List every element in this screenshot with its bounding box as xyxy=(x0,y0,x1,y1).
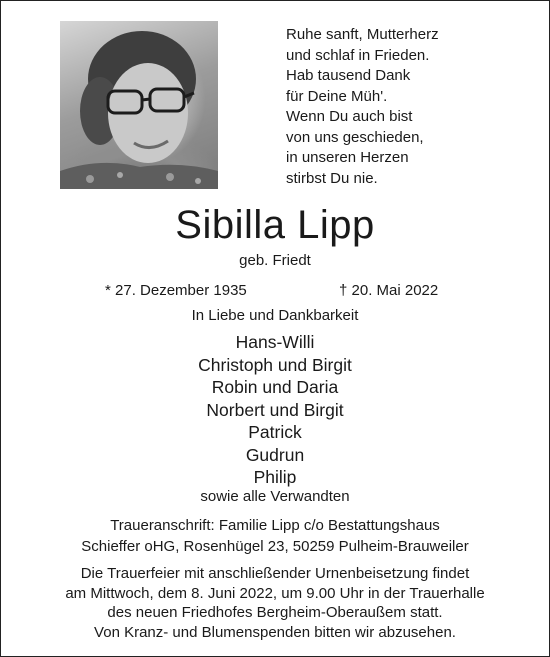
family-member: Hans-Willi xyxy=(235,332,315,352)
memorial-poem xyxy=(286,25,439,189)
ceremony-details xyxy=(1,564,549,642)
family-member: Gudrun xyxy=(245,444,305,465)
poem-line: stirbst Du nie. xyxy=(286,169,378,187)
ceremony-line: des neuen Friedhofes Bergheim-Oberaußem statt. xyxy=(107,604,443,621)
gratitude-line: In Liebe und Dankbarkeit xyxy=(191,307,359,324)
family-member: Patrick xyxy=(248,422,302,442)
ceremony-line: Von Kranz- und Blumenspenden bitten wir abzusehen. xyxy=(94,623,456,641)
poem-line: Hab tausend Dank xyxy=(286,67,411,84)
poem-line: für Deine Müh'. xyxy=(286,87,388,105)
address-line: Schieffer oHG, Rosenhügel 23, 50259 Pulheim-Brauweiler xyxy=(81,537,469,555)
poem-line: Ruhe sanft, Mutterherz xyxy=(286,26,439,43)
portrait-photo xyxy=(60,21,218,189)
poem-line: Wenn Du auch bist xyxy=(286,108,413,125)
family-list xyxy=(1,331,549,489)
family-member: Robin und Daria xyxy=(211,377,339,397)
family-member: Christoph und Birgit xyxy=(198,354,352,375)
poem-line: in unseren Herzen xyxy=(286,149,409,166)
poem-line: und schlaf in Frieden. xyxy=(286,46,430,64)
maiden-name: geb. Friedt xyxy=(239,252,311,269)
family-member: Philip xyxy=(253,467,297,487)
portrait-illustration xyxy=(60,21,218,189)
birth-date: * 27. Dezember 1935 xyxy=(105,282,247,299)
relatives-line: sowie alle Verwandten xyxy=(200,488,350,505)
poem-line: von uns geschieden, xyxy=(286,128,424,146)
death-date: † 20. Mai 2022 xyxy=(339,282,439,299)
address-line: Traueranschrift: Familie Lipp c/o Bestattungshaus xyxy=(110,517,440,534)
family-member: Norbert und Birgit xyxy=(206,399,344,420)
mourning-address xyxy=(1,516,549,557)
ceremony-line: Die Trauerfeier mit anschließender Urnenbeisetzung findet xyxy=(80,565,470,582)
ceremony-line: am Mittwoch, dem 8. Juni 2022, um 9.00 Uhr in der Trauerhalle xyxy=(65,584,485,602)
deceased-name: Sibilla Lipp xyxy=(175,203,375,247)
